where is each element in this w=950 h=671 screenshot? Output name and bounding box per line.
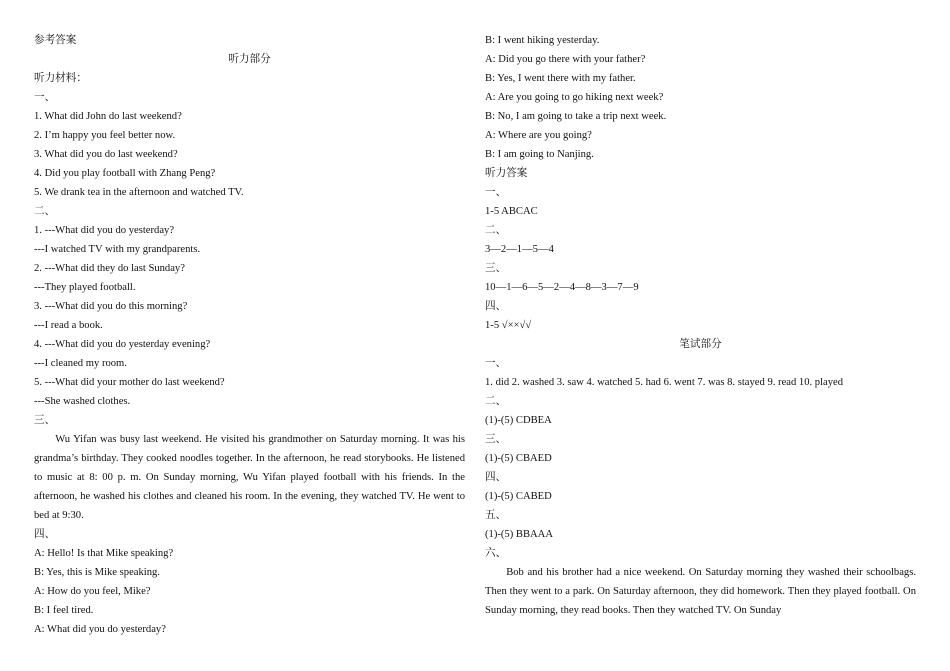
section-4-label: 四、 bbox=[34, 529, 56, 540]
dialog-line: B: I feel tired. bbox=[34, 605, 94, 616]
answer-key-heading: 参考答案 bbox=[34, 35, 77, 46]
listening-materials-label: 听力材料： bbox=[34, 73, 87, 84]
listening-section-title: 听力部分 bbox=[228, 54, 271, 65]
written-section-5-answer: (1)-(5) BBAAA bbox=[485, 529, 553, 540]
written-section-6-label: 六、 bbox=[485, 548, 507, 559]
listening-section-3-answer: 10—1—6—5—2—4—8—3—7—9 bbox=[485, 282, 639, 293]
list-item: 4. Did you play football with Zhang Peng? bbox=[34, 168, 216, 179]
dialog-line: A: Are you going to go hiking next week? bbox=[485, 92, 664, 103]
listening-section-2-answer: 3—2—1—5—4 bbox=[485, 244, 554, 255]
list-item: ---I cleaned my room. bbox=[34, 358, 127, 369]
listening-section-4-answer: 1-5 √××√√ bbox=[485, 320, 532, 331]
list-item: 2. I’m happy you feel better now. bbox=[34, 130, 176, 141]
list-item: 5. We drank tea in the afternoon and watched TV. bbox=[34, 187, 244, 198]
list-item: ---They played football. bbox=[34, 282, 136, 293]
dialog-line: A: How do you feel, Mike? bbox=[34, 586, 151, 597]
dialog-line: B: Yes, this is Mike speaking. bbox=[34, 567, 160, 578]
written-section-2-answer: (1)-(5) CDBEA bbox=[485, 415, 552, 426]
written-section-2-label: 二、 bbox=[485, 396, 507, 407]
list-item: 4. ---What did you do yesterday evening? bbox=[34, 339, 211, 350]
listening-section-1-label: 一、 bbox=[485, 187, 507, 198]
dialog-line: A: Hello! Is that Mike speaking? bbox=[34, 548, 174, 559]
listening-section-3-label: 三、 bbox=[485, 263, 507, 274]
section-3-passage: Wu Yifan was busy last weekend. He visited his grandmother on Saturday morning. It was his grandma’s birthday. They cooked noodles together. In the afternoon, he read storybooks. He listened to music at 8: 00 p. m. On Sunday morning, Wu Yifan played football with his friends. In the afternoon, he washed his clothes and cleaned his room. In the evening, they watched TV. He went to bed at 9:30. bbox=[34, 434, 465, 521]
listening-section-1-answer: 1-5 ABCAC bbox=[485, 206, 538, 217]
list-item: 3. ---What did you do this morning? bbox=[34, 301, 188, 312]
written-section-5-label: 五、 bbox=[485, 510, 507, 521]
written-section-title: 笔试部分 bbox=[679, 339, 722, 350]
dialog-line: A: Did you go there with your father? bbox=[485, 54, 646, 65]
written-section-3-answer: (1)-(5) CBAED bbox=[485, 453, 552, 464]
list-item: ---I read a book. bbox=[34, 320, 103, 331]
dialog-line: B: I am going to Nanjing. bbox=[485, 149, 594, 160]
written-section-4-label: 四、 bbox=[485, 472, 507, 483]
left-column bbox=[34, 31, 465, 639]
listening-section-2-label: 二、 bbox=[485, 225, 507, 236]
listening-answers-label: 听力答案 bbox=[485, 168, 528, 179]
section-2-label: 二、 bbox=[34, 206, 56, 217]
list-item: 2. ---What did they do last Sunday? bbox=[34, 263, 185, 274]
written-section-1-answer: 1. did 2. washed 3. saw 4. watched 5. had 6. went 7. was 8. stayed 9. read 10. played bbox=[485, 377, 844, 388]
section-1-label: 一、 bbox=[34, 92, 56, 103]
dialog-line: B: I went hiking yesterday. bbox=[485, 35, 600, 46]
list-item: 1. What did John do last weekend? bbox=[34, 111, 182, 122]
dialog-line: B: Yes, I went there with my father. bbox=[485, 73, 636, 84]
dialog-line: A: Where are you going? bbox=[485, 130, 592, 141]
written-section-4-answer: (1)-(5) CABED bbox=[485, 491, 552, 502]
list-item: 1. ---What did you do yesterday? bbox=[34, 225, 175, 236]
section-3-label: 三、 bbox=[34, 415, 56, 426]
dialog-line: A: What did you do yesterday? bbox=[34, 624, 166, 635]
dialog-line: B: No, I am going to take a trip next week. bbox=[485, 111, 667, 122]
list-item: 5. ---What did your mother do last weekend? bbox=[34, 377, 225, 388]
written-section-6-passage: Bob and his brother had a nice weekend. On Saturday morning they washed their schoolbags. Then they went to a park. On Saturday afternoon, they did homework. Then they played football. On Sunday morning, they read books. Then they watched TV. On Sunday bbox=[485, 567, 916, 616]
list-item: 3. What did you do last weekend? bbox=[34, 149, 178, 160]
list-item: ---She washed clothes. bbox=[34, 396, 131, 407]
list-item: ---I watched TV with my grandparents. bbox=[34, 244, 201, 255]
listening-section-4-label: 四、 bbox=[485, 301, 507, 312]
right-column bbox=[485, 31, 916, 620]
written-section-3-label: 三、 bbox=[485, 434, 507, 445]
written-section-1-label: 一、 bbox=[485, 358, 507, 369]
